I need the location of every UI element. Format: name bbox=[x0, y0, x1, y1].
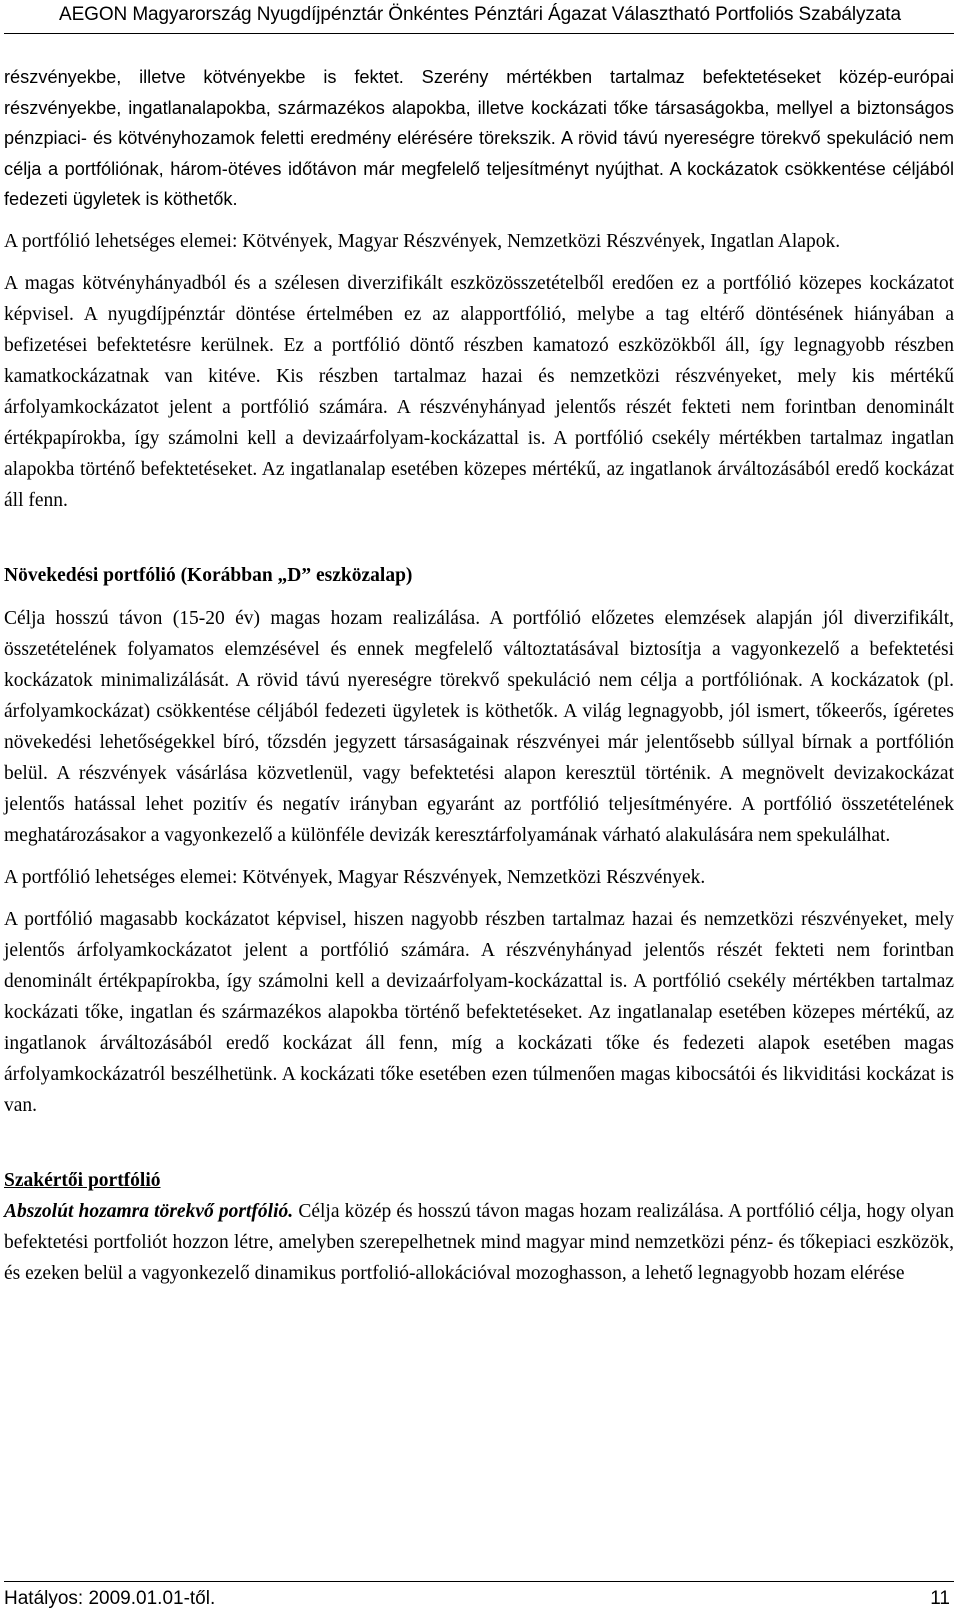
paragraph-intro-b: A rövid távú nyereségre törekvő spekuláció nem célja a portfóliónak, három-ötéves időtávon már megfelelő teljesítményt nyújthat. A kockázatok csökkentése céljából fedezeti ügyletek is köthetők. bbox=[4, 128, 954, 209]
paragraph-elements-2: A portfólió lehetséges elemei: Kötvények, Magyar Részvények, Nemzetközi Részvények. bbox=[4, 866, 706, 888]
document-body bbox=[4, 62, 954, 1289]
szakertoi-text: Célja közép és hosszú távon magas hozam realizálása. A portfólió célja, hogy olyan befektetési portfoliót hozzon létre, amelyben szerepelhetnek mind magyar mind nemzetközi pénz- és tőkepiaci eszközök, és ezeken belül a vagyonkezelő dinamikus portfolió-allokációval mozoghasson, a lehető legnagyobb hozam elérése bbox=[4, 1200, 954, 1284]
paragraph-risk-1: A magas kötvényhányadból és a szélesen diverzifikált eszközösszetételből eredően ez a portfólió közepes kockázatot képvisel. A nyugdíjpénztár döntése értelmében ez az alapportfólió, melybe a tag eltérő döntésének hiányában a befizetései befektetésre kerülnek. Ez a portfólió döntő részben kamatozó eszközökből áll, így legnagyobb részben kamatkockázatnak van kitéve. Kis részben tartalmaz hazai és nemzetközi részvényeket, mely kis mértékű árfolyamkockázatot jelent a portfólió számára. A részvényhányad jelentős részét fekteti nem forintban denominált értékpapírokba, így számolni kell a devizaárfolyam-kockázattal is. A portfólió csekély mértékben tartalmaz ingatlan alapokba történő befektetéseket. Az ingatlanalap esetében közepes mértékű, az ingatlanok árváltozásából eredő kockázat áll fenn. bbox=[4, 272, 954, 511]
paragraph-novekedesi: Célja hosszú távon (15-20 év) magas hozam realizálása. A portfólió előzetes elemzések alapján jól diverzifikált, összetételének folyamatos elemzésével és ennek megfelelő változtatásával biztosítja a vagyonkezelő a befektetési kockázatok minimalizálását. A rövid távú nyereségre törekvő spekuláció nem célja a portfóliónak. A kockázatok (pl. árfolyamkockázat) csökkentése céljából fedezeti ügyletek is köthetők. A világ legnagyobb, jól ismert, tőkeerős, ígéretes növekedési lehetőségekkel bíró, tőzsdén jegyzett társaságainak részvényei már jelentősebb súllyal bírnak a portfólión belül. A részvények vásárlása közvetlenül, vagy befektetési alapon keresztül történik. A megnövelt devizakockázat jelentős hatással lehet pozitív és negatív irányban egyaránt az portfólió teljesítményére. A portfólió összetételének meghatározásakor a vagyonkezelő a különféle devizák keresztárfolyamának várható alakulására nem spekulálhat. bbox=[4, 607, 954, 846]
heading-novekedesi: Növekedési portfólió (Korábban „D” eszközalap) bbox=[4, 564, 413, 586]
effective-date: Hatályos: 2009.01.01-től. bbox=[4, 1588, 216, 1609]
paragraph-intro bbox=[4, 62, 954, 215]
page-footer bbox=[4, 1588, 954, 1616]
page-header: AEGON Magyarország Nyugdíjpénztár Önkéntes Pénztári Ágazat Választható Portfoliós Szabályzata bbox=[59, 4, 901, 25]
paragraph-intro-a: részvényekbe, illetve kötvényekbe is fektet. Szerény mértékben tartalmaz befektetéseket közép-európai részvényekbe, ingatlanalapokba, származékos alapokba, illetve kockázati tőke társaságokba, mellyel a biztonságos pénzpiaci- és kötvényhozamok feletti eredmény elérésére törekszik. bbox=[4, 67, 954, 148]
header-divider bbox=[4, 33, 954, 34]
paragraph-risk-2: A portfólió magasabb kockázatot képvisel, hiszen nagyobb részben tartalmaz hazai és nemzetközi részvényeket, mely jelentős árfolyamkockázatot jelent a portfólió számára. A részvényhányad jelentős részét fekteti nem forintban denominált értékpapírokba, így számolni kell a devizaárfolyam-kockázattal is. A portfólió csekély mértékben tartalmaz kockázati tőke, ingatlan és származékos alapokba történő befektetéseket. Az ingatlanalap esetében közepes mértékű, az ingatlanok árváltozásából eredő kockázat áll fenn, míg a kockázati tőke és fedezeti alapok esetében magas árfolyamkockázatról beszélhetünk. A kockázati tőke esetében ezen túlmenően magas kibocsátói és likviditási kockázat is van. bbox=[4, 908, 954, 1116]
paragraph-szakertoi bbox=[4, 1196, 954, 1289]
footer-divider bbox=[4, 1581, 954, 1582]
paragraph-elements-1: A portfólió lehetséges elemei: Kötvények, Magyar Részvények, Nemzetközi Részvények, Ingatlan Alapok. bbox=[4, 230, 841, 252]
szakertoi-lead: Abszolút hozamra törekvő portfólió. bbox=[4, 1200, 294, 1222]
heading-szakertoi: Szakértői portfólió bbox=[4, 1169, 161, 1191]
page-number: 11 bbox=[930, 1588, 950, 1609]
